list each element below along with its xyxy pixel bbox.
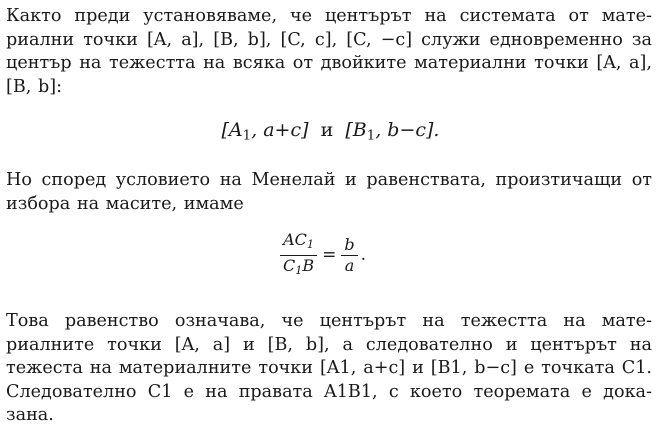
p1-line-1: Както преди установяваме, че центърът на системата от мате- — [6, 6, 652, 26]
p1-line-2: риални точки [A, a], [B, b], [C, c], [C, −c] служи едновременно — [6, 29, 623, 50]
f1-right-sub: 1 — [366, 128, 376, 144]
paragraph-3 — [6, 310, 652, 428]
f1-left-rest: , a+c] — [251, 119, 309, 141]
formula-end-dot: . — [360, 245, 367, 266]
p2-line-2: от избора на масите, имаме — [6, 170, 653, 214]
p3-line-4: Следователно C1 е на правата A1B1, с което теоремата е дока- — [6, 381, 652, 402]
fraction-right — [341, 235, 357, 276]
equals-sign: = — [322, 245, 337, 266]
f1-left-open: [A — [221, 119, 243, 141]
p3-line-1: Това равенство означава, че центърът на тежестта на мате- — [6, 311, 652, 331]
f1-right-rest: , b−c]. — [375, 119, 440, 141]
fraction-left — [280, 230, 317, 281]
fraction-left-denominator: $C_1B$ — [283, 255, 315, 277]
p3-line-3: тежеста на материалните точки [A1, a+c] и [B1, b−c] е точката C1. — [6, 358, 652, 378]
fraction-right-denominator: a — [344, 255, 355, 275]
formula-centers — [0, 119, 661, 143]
p3-line-5: зана. — [6, 405, 54, 425]
p2-line-1: Но според условието на Менелай и равенствата, произтичащи — [6, 170, 623, 190]
paragraph-2 — [6, 169, 652, 216]
p1-line-4: [A, a], [B, b]: — [6, 53, 652, 97]
f1-right-open: [B — [345, 119, 367, 141]
p3-line-2: риалните точки [A, a] и [B, b], а следователно и центърът на — [6, 334, 652, 355]
f1-conjunction: и — [320, 119, 334, 141]
fraction-left-numerator: $AC_1$ — [283, 230, 315, 251]
f1-left-sub: 1 — [242, 128, 252, 144]
fraction-right-numerator: b — [344, 234, 355, 254]
paragraph-1 — [6, 5, 652, 99]
p1-line-3: за център на тежестта на всяка от двойките материални точки — [6, 29, 653, 73]
formula-ratio — [277, 230, 366, 281]
